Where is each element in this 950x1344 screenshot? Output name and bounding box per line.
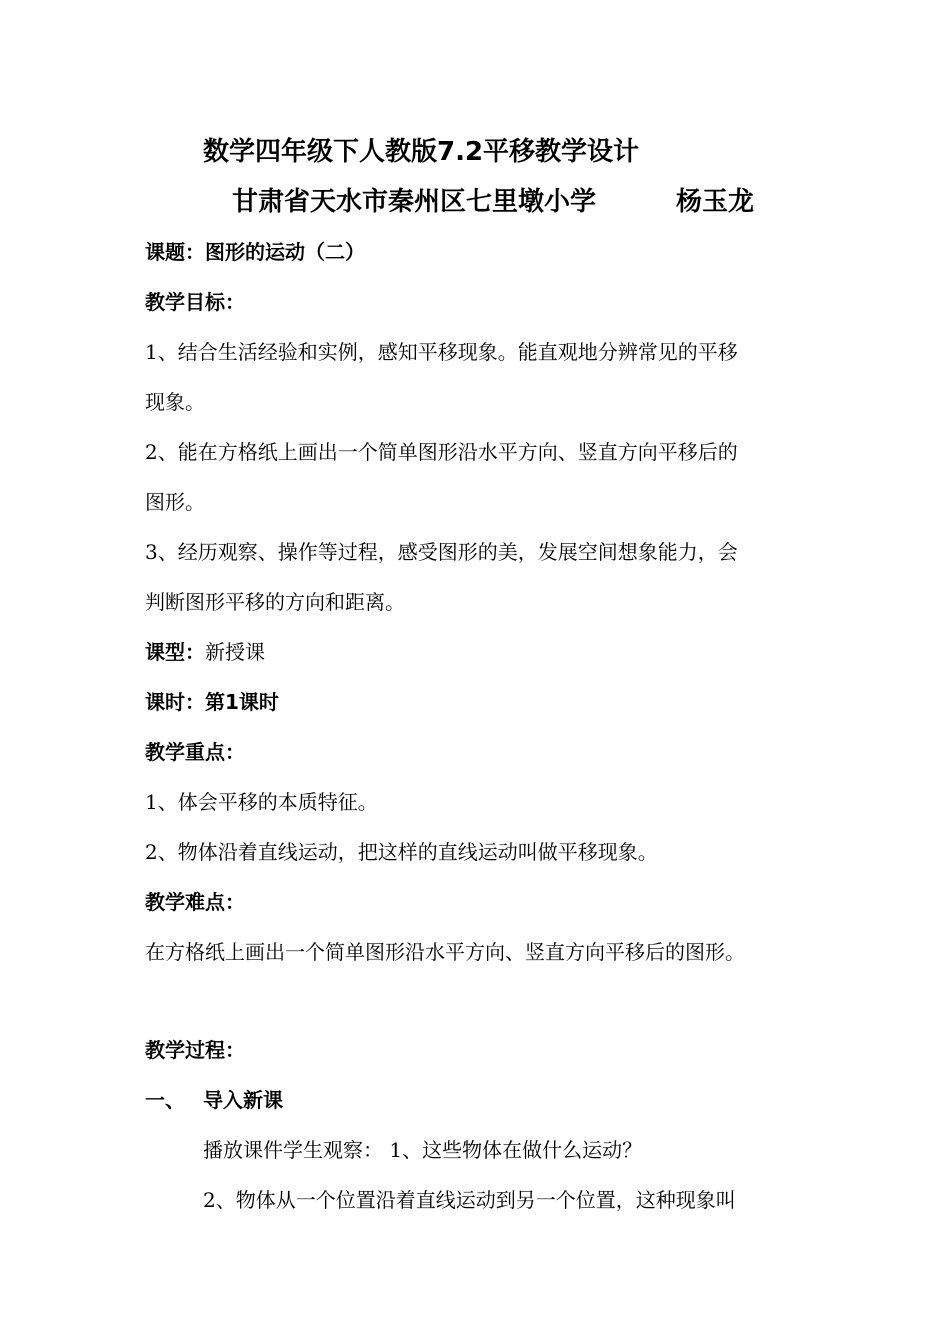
process-line-2: 2、物体从一个位置沿着直线运动到另一个位置，这种现象叫 [203, 1188, 736, 1212]
objective-1-line-2: 现象。 [145, 390, 205, 414]
section-one-number: 一、 [145, 1088, 185, 1112]
difficulty-heading: 教学难点： [145, 890, 245, 914]
key-point-1: 1、体会平移的本质特征。 [145, 790, 378, 814]
section-one-title: 导入新课 [203, 1088, 283, 1112]
process-heading: 教学过程： [145, 1038, 245, 1062]
lesson-type-label: 课型： [145, 640, 205, 664]
lesson-hours: 课时：第1课时 [145, 690, 279, 714]
lesson-topic: 课题：图形的运动（二） [145, 240, 365, 264]
difficulty-text: 在方格纸上画出一个简单图形沿水平方向、竖直方向平移后的图形。 [145, 940, 745, 964]
objective-2-line-2: 图形。 [145, 490, 205, 514]
objective-1-line-1: 1、结合生活经验和实例，感知平移现象。能直观地分辨常见的平移 [145, 340, 738, 364]
lesson-type-value: 新授课 [205, 640, 265, 664]
key-point-2: 2、物体沿着直线运动，把这样的直线运动叫做平移现象。 [145, 840, 658, 864]
document-title: 数学四年级下人教版7.2平移教学设计 [203, 137, 640, 167]
objective-3-line-2: 判断图形平移的方向和距离。 [145, 590, 405, 614]
key-points-heading: 教学重点： [145, 740, 245, 764]
process-line-1: 播放课件学生观察： 1、这些物体在做什么运动？ [203, 1138, 643, 1162]
author-school: 甘肃省天水市秦州区七里墩小学 [232, 187, 597, 217]
author-name: 杨玉龙 [676, 187, 755, 217]
objectives-heading: 教学目标： [145, 290, 245, 314]
objective-3-line-1: 3、经历观察、操作等过程，感受图形的美，发展空间想象能力，会 [145, 540, 738, 564]
lesson-type [145, 640, 265, 664]
objective-2-line-1: 2、能在方格纸上画出一个简单图形沿水平方向、竖直方向平移后的 [145, 440, 738, 464]
